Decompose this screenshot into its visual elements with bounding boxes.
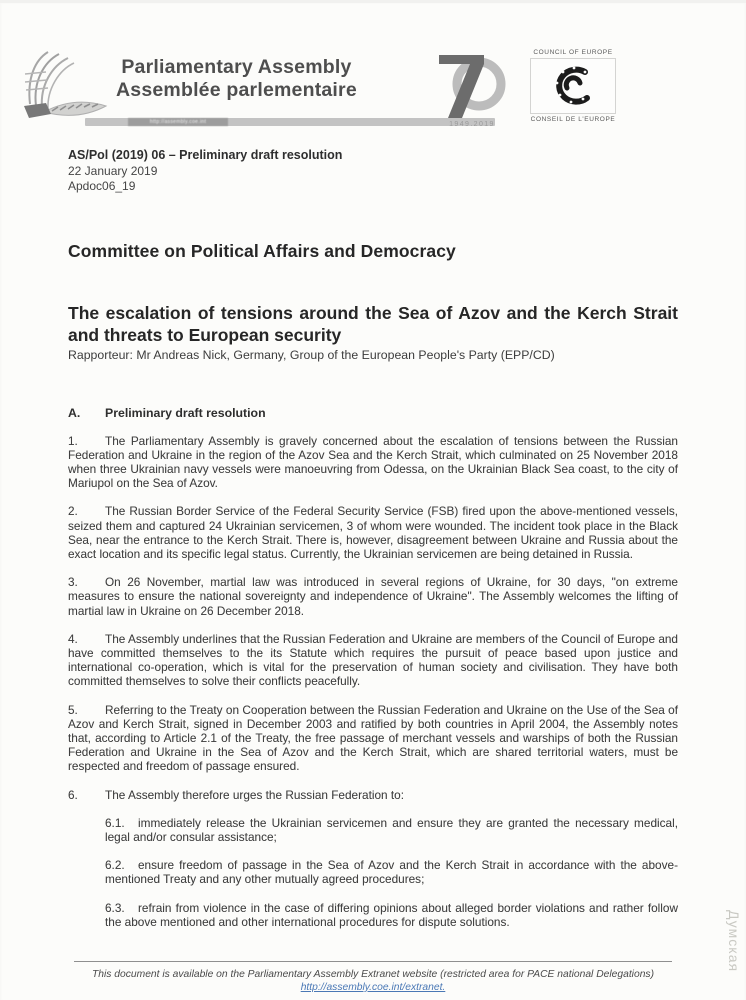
paragraph-4 <box>68 632 678 689</box>
paragraph-number: 1. <box>68 433 78 448</box>
document-footer <box>0 961 746 994</box>
paragraph-number: 6.3. <box>105 900 125 915</box>
section-title: Preliminary draft resolution <box>105 405 266 420</box>
subparagraph-6-2 <box>105 858 678 886</box>
extranet-link[interactable]: http://assembly.coe.int/extranet. <box>300 982 446 993</box>
paragraph-number: 6. <box>68 787 78 802</box>
svg-text:1949.2019: 1949.2019 <box>449 121 495 128</box>
scan-edge <box>0 0 746 3</box>
coe-emblem-box <box>530 58 616 114</box>
rapporteur-line: Rapporteur: Mr Andreas Nick, Germany, Group of the European People's Party (EPP/CD) <box>68 347 555 362</box>
paragraph-text: refrain from violence in the case of differing opinions about alleged border violations and rather follow the above mentioned and other international procedures for dispute solutions. <box>105 900 678 929</box>
paragraph-text: ensure freedom of passage in the Sea of Azov and the Kerch Strait in accordance with the above-mentioned Treaty and any other mutually agreed procedures; <box>105 858 678 887</box>
paragraph-number: 6.1. <box>105 815 125 830</box>
coe-caption-fr: CONSEIL DE L'EUROPE <box>530 116 616 123</box>
paragraph-3 <box>68 575 678 618</box>
footer-divider <box>74 961 672 962</box>
section-label: A. <box>68 405 81 420</box>
doc-date: 22 January 2019 <box>68 163 158 178</box>
dumskaya-watermark: Думская <box>726 909 742 972</box>
committee-heading: Committee on Political Affairs and Democracy <box>68 240 456 261</box>
org-name-en: Parliamentary Assembly <box>121 56 352 78</box>
paragraph-text: immediately release the Ukrainian servicemen and ensure they are granted the necessary medical, legal and/or consular assistance; <box>105 815 678 844</box>
paragraph-text: The Assembly therefore urges the Russian Federation to: <box>105 787 405 802</box>
paragraph-1 <box>68 434 678 491</box>
org-names <box>116 56 357 102</box>
footer-note: This document is available on the Parliamentary Assembly Extranet website (restricted area for PACE national Delegations) <box>91 969 654 980</box>
paragraph-text: The Assembly underlines that the Russian Federation and Ukraine are members of the Council of Europe and have committed themselves to the its Statute which requires the pursuit of peace based upon justice and international co-operation, which is vital for the preservation of human society and civilisation. They have both committed themselves to solve their conflicts peacefully. <box>68 631 678 689</box>
document-reference-block <box>68 148 678 195</box>
subparagraph-6-3 <box>105 901 678 929</box>
document-header <box>0 46 746 132</box>
paragraph-text: Referring to the Treaty on Cooperation between the Russian Federation and Ukraine on the Use of the Sea of Azov and Kerch Strait, signed in December 2003 and ratified by both countries in April 2004, the Assembly notes that, according to Article 2.1 of the Treaty, the free passage of merchant vessels and warships of both the Russian Federation and Ukraine in the Sea of Azov and the Kerch Strait, which are shared territorial waters, must be respected and freedom of passage ensured. <box>68 702 678 774</box>
paragraph-number: 4. <box>68 631 78 646</box>
paragraph-number: 6.2. <box>105 858 125 873</box>
paragraph-text: The Russian Border Service of the Federal Security Service (FSB) fired upon the above-mentioned vessels, seized them and captured 24 Ukrainian servicemen, 3 of whom were wounded. The incident took place in the Black Sea, near the entrance to the Kerch Strait. There is, however, disagreement between Ukraine and Russia about the exact location and its specific legal status. Currently, the Ukrainian servicemen are being detained in Russia. <box>68 504 678 561</box>
pace-hemicycle-icon <box>16 48 112 126</box>
pace-logo-block <box>16 48 357 126</box>
org-name-fr: Assemblée parlementaire <box>116 79 357 101</box>
document-content <box>0 148 746 929</box>
subparagraph-6-1 <box>105 816 678 844</box>
anniversary-70-icon <box>432 46 510 130</box>
paragraph-number: 3. <box>68 575 78 590</box>
paragraph-number: 5. <box>68 702 78 717</box>
paragraph-6 <box>68 788 678 802</box>
paragraph-5 <box>68 703 678 774</box>
section-heading <box>68 406 678 420</box>
coe-caption-en: COUNCIL OF EUROPE <box>533 49 613 56</box>
coe-logo <box>512 48 634 130</box>
coe-e-spiral-icon <box>547 62 599 110</box>
paragraph-text: The Parliamentary Assembly is gravely concerned about the escalation of tensions between the Russian Federation and Ukraine in the region of the Azov Sea and the Kerch Strait, which culminated on 25 November 2018 when three Ukrainian navy vessels were manoeuvring from Odessa, on the Ukrainian Black Sea coast, to the city of Mariupol on the Sea of Azov. <box>68 433 678 491</box>
paragraph-number: 2. <box>68 504 78 519</box>
paragraph-text: On 26 November, martial law was introduced in several regions of Ukraine, for 30 days, "on extreme measures to ensure the national sovereignty and independence of Ukraine". The Assembly welcomes the lifting of martial law in Ukraine on 26 December 2018. <box>68 575 678 618</box>
doc-reference: AS/Pol (2019) 06 – Preliminary draft resolution <box>68 148 343 162</box>
assembly-url-strip: http://assembly.coe.int <box>128 118 228 126</box>
paragraph-2 <box>68 504 678 561</box>
doc-code: Apdoc06_19 <box>68 179 136 193</box>
document-title: The escalation of tensions around the Sea of Azov and the Kerch Strait and threats to European security <box>68 302 678 345</box>
